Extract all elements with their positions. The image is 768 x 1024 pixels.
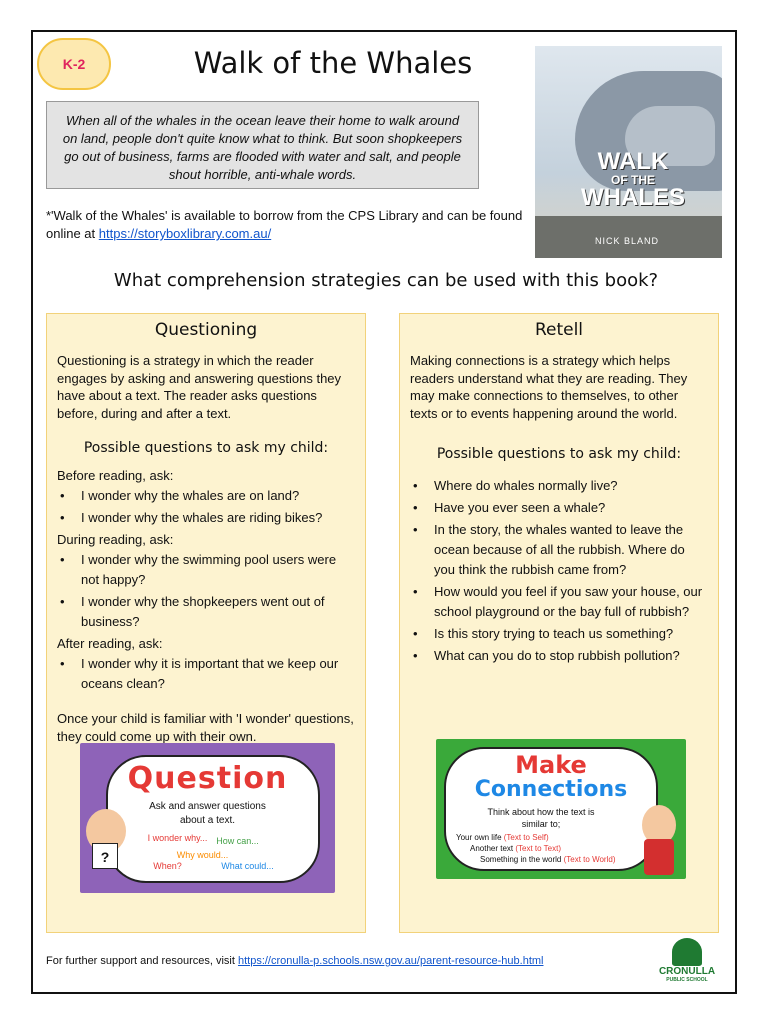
connections-poster-image — [436, 739, 686, 879]
availability-text: *'Walk of the Whales' is available to borrow from the CPS Library and can be found online at — [46, 208, 523, 241]
cover-title-line: WALK — [597, 148, 669, 175]
list-item: • I wonder why the swimming pool users were not happy? — [57, 550, 355, 590]
book-cover-image — [535, 46, 722, 258]
before-reading-label: Before reading, ask: — [57, 468, 174, 483]
synopsis-box: When all of the whales in the ocean leave their home to walk around on land, people don't quite know what to think. But soon shopkeepers go out of business, farms are flooded with water and salt, and people shout horrible, anti-whale words. — [46, 101, 479, 189]
list-item: • I wonder why the shopkeepers went out of business? — [57, 592, 355, 632]
connections-poster-title: Make — [515, 751, 587, 779]
poster-text: Your own life (Text to Self) — [456, 833, 549, 842]
list-item: • How would you feel if you saw your house, our school playground or the bay full of rubbish? — [410, 582, 708, 622]
questioning-description: Questioning is a strategy in which the reader engages by asking and answering questions they have about a text. The reader asks questions before, during and after a text. — [57, 353, 342, 421]
cover-title — [553, 148, 713, 211]
list-item: • Have you ever seen a whale? — [410, 498, 708, 518]
before-reading-list — [47, 486, 365, 528]
list-item: • I wonder why it is important that we keep our oceans clean? — [57, 654, 355, 694]
connections-poster-title: Connections — [474, 777, 628, 802]
grade-label: K-2 — [62, 56, 86, 72]
poster-text: I wonder why... — [147, 833, 208, 843]
page-frame — [31, 30, 737, 994]
logo-name: CRONULLA — [658, 966, 716, 977]
list-item: • What can you do to stop rubbish pollution? — [410, 646, 708, 666]
poster-text: Something in the world (Text to World) — [480, 855, 616, 864]
superhero-illustration — [644, 839, 674, 875]
storybox-link[interactable]: https://storyboxlibrary.com.au/ — [98, 226, 272, 241]
poster-text: Think about how the text is — [487, 807, 595, 817]
poster-text: When? — [153, 861, 182, 871]
list-item: • Where do whales normally live? — [410, 476, 708, 496]
tree-icon — [672, 938, 702, 966]
resource-hub-link[interactable]: https://cronulla-p.schools.nsw.gov.au/parent-resource-hub.html — [237, 955, 544, 967]
list-item: • Is this story trying to teach us something? — [410, 624, 708, 644]
list-item: • I wonder why the whales are on land? — [57, 486, 355, 506]
logo-sub: PUBLIC SCHOOL — [666, 977, 708, 983]
poster-text: Ask and answer questions — [149, 801, 266, 812]
question-poster-image — [80, 743, 335, 893]
footer — [46, 955, 543, 967]
questioning-heading: Questioning — [154, 320, 258, 340]
strategies-heading: What comprehension strategies can be used with this book? — [113, 270, 659, 291]
question-sign: ? — [92, 843, 118, 869]
school-logo — [653, 938, 721, 990]
cover-author: NICK BLAND — [595, 236, 660, 246]
cover-title-line: WHALES — [581, 184, 685, 211]
during-reading-list — [47, 550, 365, 632]
cover-title-line: OF THE — [611, 173, 655, 187]
poster-text: Why would... — [176, 850, 229, 860]
poster-text: What could... — [221, 861, 274, 871]
availability-note — [46, 207, 536, 243]
questioning-closing: Once your child is familiar with 'I wonder' questions, they could come up with their own. — [57, 711, 354, 744]
footer-text: For further support and resources, visit — [46, 955, 238, 967]
poster-text: Another text (Text to Text) — [470, 844, 562, 853]
retell-description: Making connections is a strategy which helps readers understand what they are reading. They may make connections to themselves, to other texts or to events happening around the world. — [410, 353, 688, 421]
retell-panel — [399, 313, 719, 933]
poster-text: How can... — [216, 836, 259, 846]
grade-badge — [37, 38, 111, 90]
list-item: • I wonder why the whales are riding bikes? — [57, 508, 355, 528]
retell-list — [400, 476, 718, 666]
retell-subheading: Possible questions to ask my child: — [436, 446, 682, 462]
list-item: • In the story, the whales wanted to leave the ocean because of all the rubbish. Where do you think the rubbish came from? — [410, 520, 708, 580]
after-reading-label: After reading, ask: — [57, 636, 163, 651]
during-reading-label: During reading, ask: — [57, 532, 174, 547]
retell-heading: Retell — [534, 320, 584, 340]
after-reading-list — [47, 654, 365, 694]
page-title: Walk of the Whales — [193, 46, 473, 80]
poster-text: about a text. — [179, 815, 236, 826]
poster-text: similar to; — [521, 819, 561, 829]
question-poster-title: Question — [127, 761, 288, 796]
questioning-subheading: Possible questions to ask my child: — [83, 440, 329, 456]
